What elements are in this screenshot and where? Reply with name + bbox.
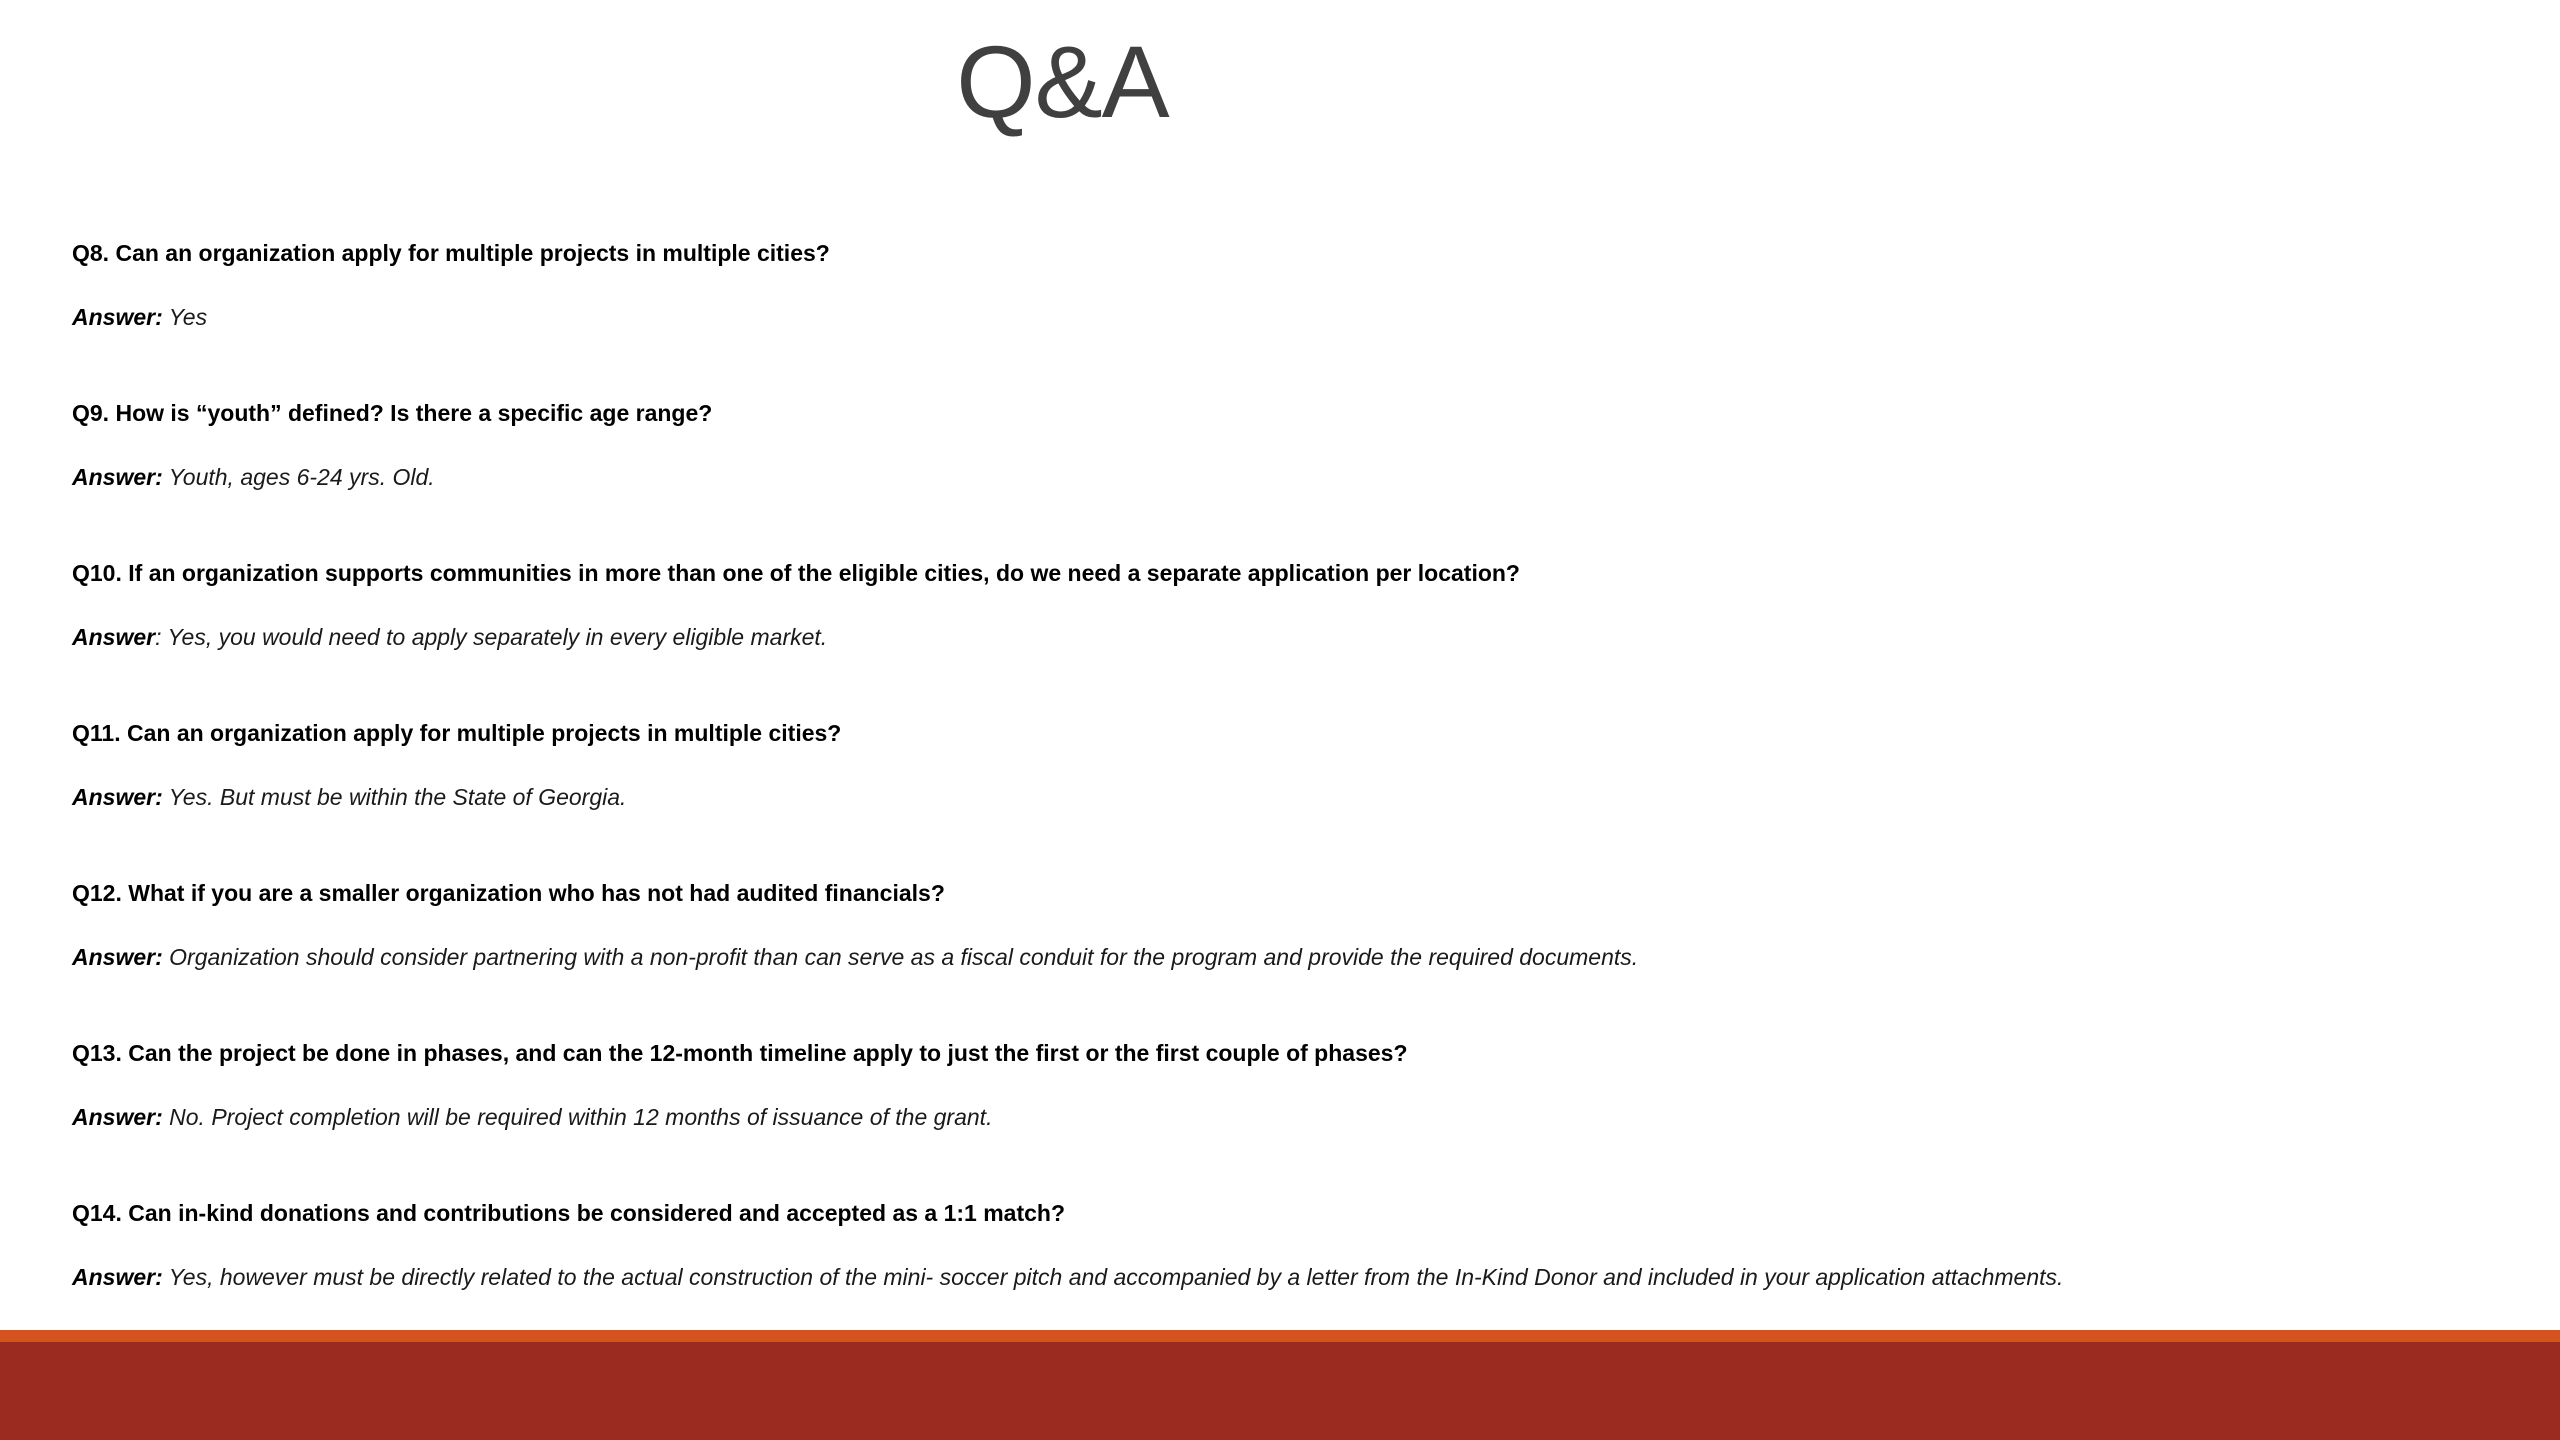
qa-item-q9	[72, 384, 2512, 544]
question-text: Q12. What if you are a smaller organization who has not had audited financials?	[72, 880, 945, 906]
answer-body: Organization should consider partnering with a non-profit than can serve as a fiscal conduit for the program and provide the required documents.	[162, 944, 1639, 970]
question-text: Q13. Can the project be done in phases, and can the 12-month timeline apply to just the first or the first couple of phases?	[72, 1040, 1408, 1066]
answer-label: Answer:	[72, 464, 163, 490]
question-text: Q9. How is “youth” defined? Is there a specific age range?	[72, 400, 713, 426]
answer-label: Answer:	[72, 1264, 163, 1290]
answer-text	[72, 942, 1638, 972]
answer-body: Yes. But must be within the State of Georgia.	[162, 784, 627, 810]
answer-text	[72, 302, 207, 332]
answer-label: Answer:	[72, 944, 163, 970]
qa-item-q11	[72, 704, 2512, 864]
qa-list	[72, 224, 2512, 1344]
qa-item-q8	[72, 224, 2512, 384]
qa-item-q10	[72, 544, 2512, 704]
question-text: Q14. Can in-kind donations and contributions be considered and accepted as a 1:1 match?	[72, 1200, 1066, 1226]
answer-body: Yes, however must be directly related to the actual construction of the mini- soccer pitch and accompanied by a letter from the In-Kind Donor and included in your application attachments.	[162, 1264, 2064, 1290]
answer-body: No. Project completion will be required within 12 months of issuance of the grant.	[162, 1104, 993, 1130]
question-text: Q11. Can an organization apply for multiple projects in multiple cities?	[72, 720, 842, 746]
answer-body: Yes	[162, 304, 208, 330]
answer-label: Answer:	[72, 784, 163, 810]
answer-text	[72, 1102, 992, 1132]
answer-label: Answer	[72, 624, 156, 650]
answer-text	[72, 782, 626, 812]
footer-bar	[0, 1342, 2560, 1440]
answer-text	[72, 1262, 2063, 1292]
footer-accent-stripe	[0, 1330, 2560, 1342]
qa-item-q14	[72, 1184, 2512, 1344]
answer-text	[72, 462, 435, 492]
qa-item-q13	[72, 1024, 2512, 1184]
answer-body: : Yes, you would need to apply separately in every eligible market.	[155, 624, 828, 650]
answer-label: Answer:	[72, 304, 163, 330]
answer-body: Youth, ages 6-24 yrs. Old.	[162, 464, 435, 490]
answer-label: Answer:	[72, 1104, 163, 1130]
question-text: Q8. Can an organization apply for multiple projects in multiple cities?	[72, 240, 830, 266]
qa-item-q12	[72, 864, 2512, 1024]
answer-text	[72, 622, 827, 652]
slide-title: Q&A	[956, 25, 1169, 139]
question-text: Q10. If an organization supports communities in more than one of the eligible cities, do we need a separate application per location?	[72, 560, 1520, 586]
